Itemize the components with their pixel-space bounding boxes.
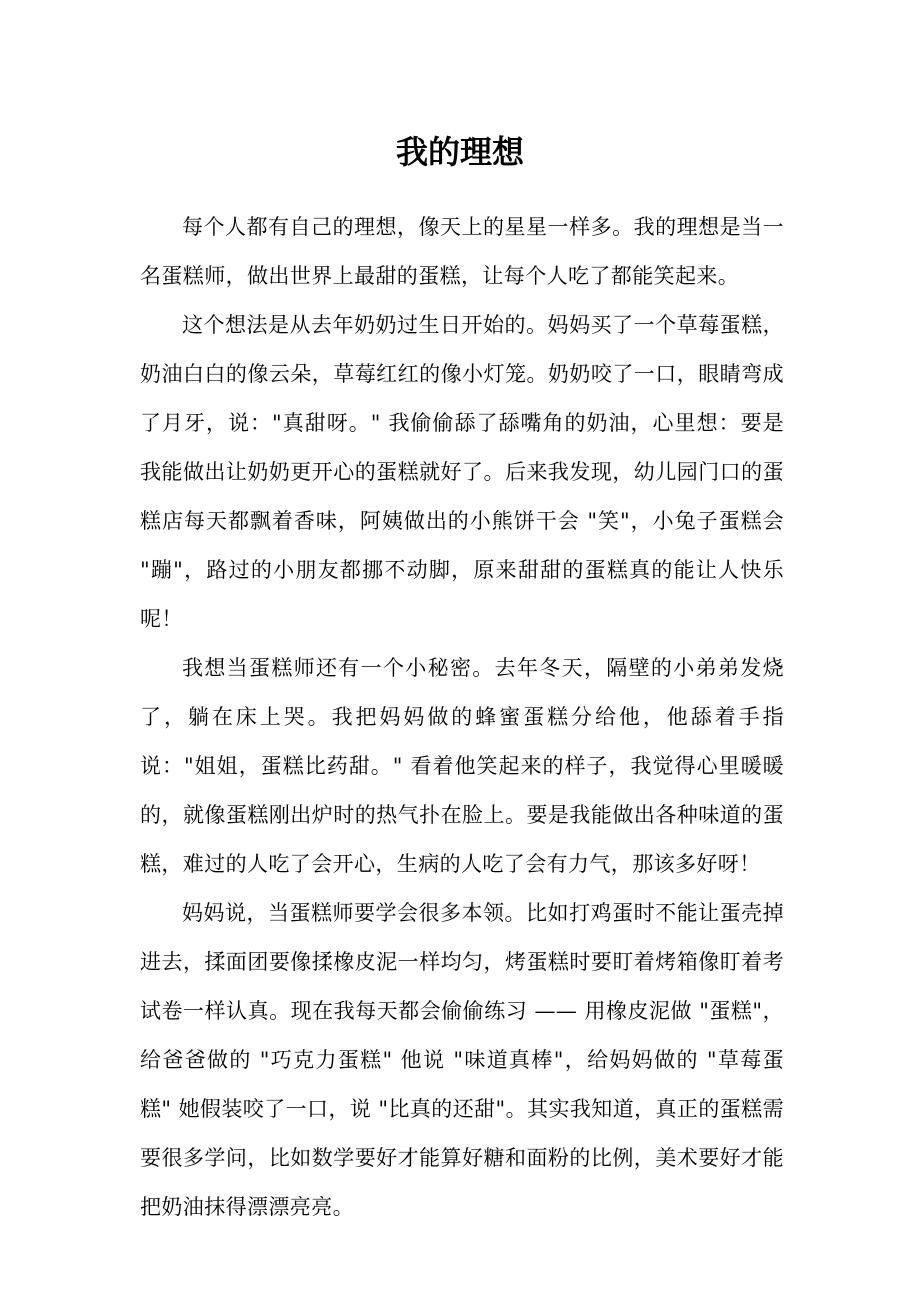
essay-body: [140, 203, 784, 1232]
paragraph-3: 我想当蛋糕师还有一个小秘密。去年冬天，隔壁的小弟弟发烧了，躺在床上哭。我把妈妈做的蜂蜜蛋糕分给他，他舔着手指说："姐姐，蛋糕比药甜。" 看着他笑起来的样子，我觉得心里暖暖的，就像蛋糕刚出炉时的热气扑在脸上。要是我能做出各种味道的蛋糕，难过的人吃了会开心，生病的人吃了会有力气，那该多好呀！: [140, 656, 784, 876]
page-title: 我的理想: [395, 133, 524, 171]
paragraph-1: 每个人都有自己的理想，像天上的星星一样多。我的理想是当一名蛋糕师，做出世界上最甜的蛋糕，让每个人吃了都能笑起来。: [140, 215, 784, 288]
paragraph-4: 妈妈说，当蛋糕师要学会很多本领。比如打鸡蛋时不能让蛋壳掉进去，揉面团要像揉橡皮泥一样均匀，烤蛋糕时要盯着烤箱像盯着考试卷一样认真。现在我每天都会偷偷练习 —— 用橡皮泥做 "蛋糕"，给爸爸做的 "巧克力蛋糕" 他说 "味道真棒"，给妈妈做的 "草莓蛋糕" 她假装咬了一口，说 "比真的还甜"。其实我知道，真正的蛋糕需要很多学问，比如数学要好才能算好糖和面粉的比例，美术要好才能把奶油抹得漂漂亮亮。: [140, 901, 784, 1219]
paragraph-2: 这个想法是从去年奶奶过生日开始的。妈妈买了一个草莓蛋糕，奶油白白的像云朵，草莓红红的像小灯笼。奶奶咬了一口，眼睛弯成了月牙，说："真甜呀。" 我偷偷舔了舔嘴角的奶油，心里想：要是我能做出让奶奶更开心的蛋糕就好了。后来我发现，幼儿园门口的蛋糕店每天都飘着香味，阿姨做出的小熊饼干会 "笑"，小兔子蛋糕会 "蹦"，路过的小朋友都挪不动脚，原来甜甜的蛋糕真的能让人快乐呢！: [140, 313, 784, 631]
